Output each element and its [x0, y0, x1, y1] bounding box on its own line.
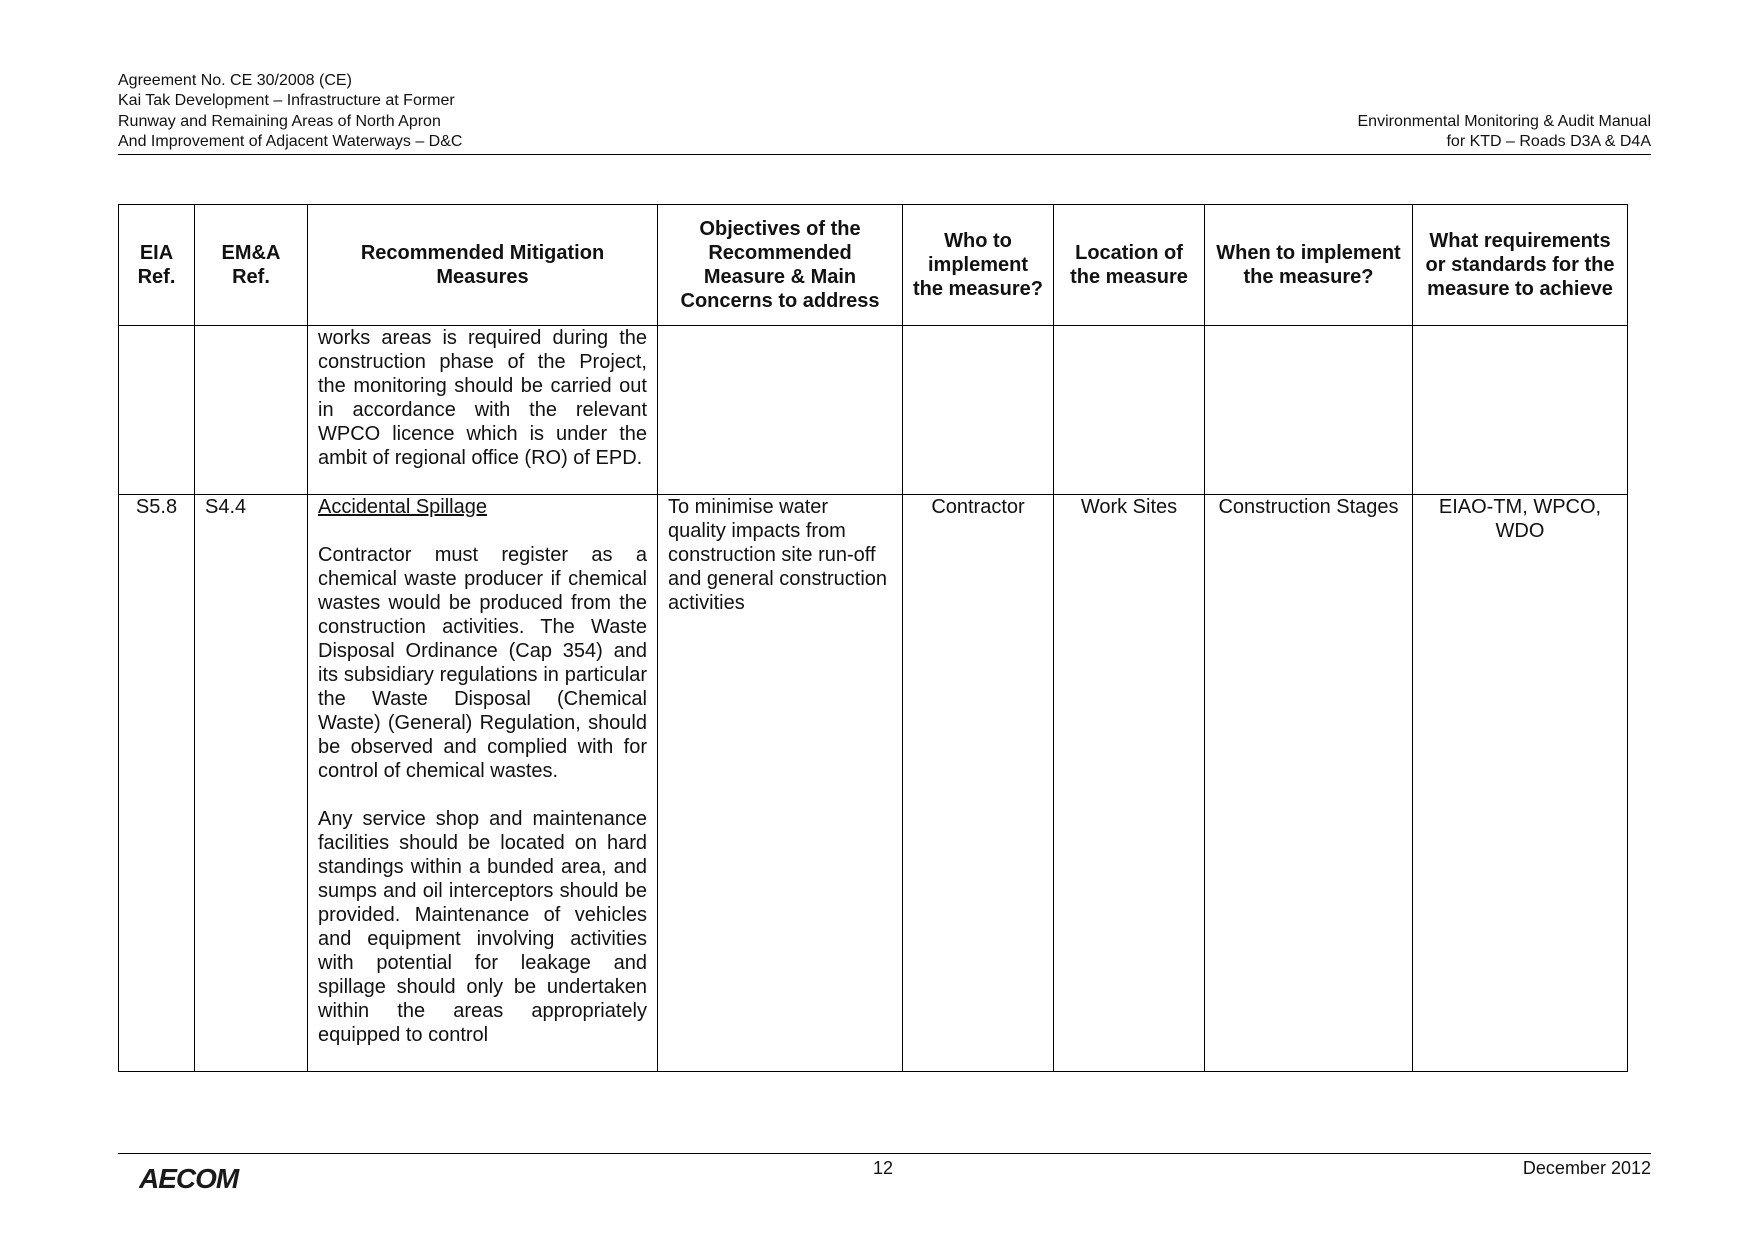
cell-objectives: To minimise water quality impacts from construction site run-off and general construction activities	[658, 495, 903, 1072]
col-header-objectives: Objectives of the Recommended Measure & Main Concerns to address	[658, 205, 903, 326]
measure-title: Accidental Spillage	[318, 496, 487, 518]
header-project-line-1: Kai Tak Development – Infrastructure at Former	[118, 92, 455, 110]
measure-paragraph-1: Contractor must register as a chemical waste producer if chemical wastes would be produced from the construction activities. The Waste Disposal Ordinance (Cap 354) and its subsidiary regulations in particular the Waste Disposal (Chemical Waste) (General) Regulation, should be observed and complied with for control of chemical wastes.	[318, 544, 647, 782]
cell-ema-ref	[195, 326, 308, 495]
col-header-requirements: What requirements or standards for the measure to achieve	[1413, 205, 1628, 326]
col-header-measures: Recommended Mitigation Measures	[308, 205, 658, 326]
footer-date: December 2012	[1522, 1158, 1651, 1178]
table-row	[119, 495, 1628, 1072]
cell-measures	[308, 495, 658, 1072]
measure-paragraph-2: Any service shop and maintenance facilities should be located on hard standings within a bunded area, and sumps and oil interceptors should be provided. Maintenance of vehicles and equipment involving activities with potential for leakage and spillage should only be undertaken within the areas appropriately equipped to control	[318, 808, 647, 1046]
cell-objectives	[658, 326, 903, 495]
header-project-line-2: Runway and Remaining Areas of North Apron	[118, 112, 441, 130]
aecom-logo	[139, 1163, 243, 1193]
table-header-row	[119, 205, 1628, 326]
cell-location	[1054, 326, 1205, 495]
cell-eia-ref	[119, 326, 195, 495]
cell-requirements	[1413, 326, 1628, 495]
cell-measures-continued: works areas is required during the construction phase of the Project, the monitoring should be carried out in accordance with the relevant WPCO licence which is under the ambit of regional office (RO) of EPD.	[308, 326, 658, 495]
header-manual-title: Environmental Monitoring & Audit Manual	[1357, 113, 1651, 130]
header-project-line-3: And Improvement of Adjacent Waterways – D&C	[118, 132, 463, 150]
cell-requirements: EIAO-TM, WPCO, WDO	[1413, 495, 1628, 1072]
cell-who	[903, 326, 1054, 495]
header-manual-subtitle: for KTD – Roads D3A & D4A	[1446, 133, 1651, 151]
header-project-info	[118, 71, 462, 152]
table-row	[119, 326, 1628, 495]
col-header-eia-ref: EIA Ref.	[119, 205, 195, 326]
cell-who: Contractor	[903, 495, 1054, 1072]
cell-when	[1205, 326, 1413, 495]
page-number: 12	[873, 1158, 894, 1178]
col-header-ema-ref: EM&A Ref.	[195, 205, 308, 326]
cell-ema-ref: S4.4	[195, 495, 308, 1072]
footer-divider	[118, 1153, 1651, 1154]
cell-location: Work Sites	[1054, 495, 1205, 1072]
header-agreement-line: Agreement No. CE 30/2008 (CE)	[118, 72, 352, 89]
col-header-location: Location of the measure	[1054, 205, 1205, 326]
col-header-who: Who to implement the measure?	[903, 205, 1054, 326]
svg-text:AECOM: AECOM	[139, 1163, 239, 1193]
col-header-when: When to implement the measure?	[1205, 205, 1413, 326]
header-divider	[118, 154, 1651, 155]
mitigation-measures-table	[118, 204, 1628, 1072]
header-document-title	[1358, 112, 1652, 153]
cell-when: Construction Stages	[1205, 495, 1413, 1072]
cell-eia-ref: S5.8	[119, 495, 195, 1072]
aecom-logo-mark	[139, 1163, 243, 1193]
